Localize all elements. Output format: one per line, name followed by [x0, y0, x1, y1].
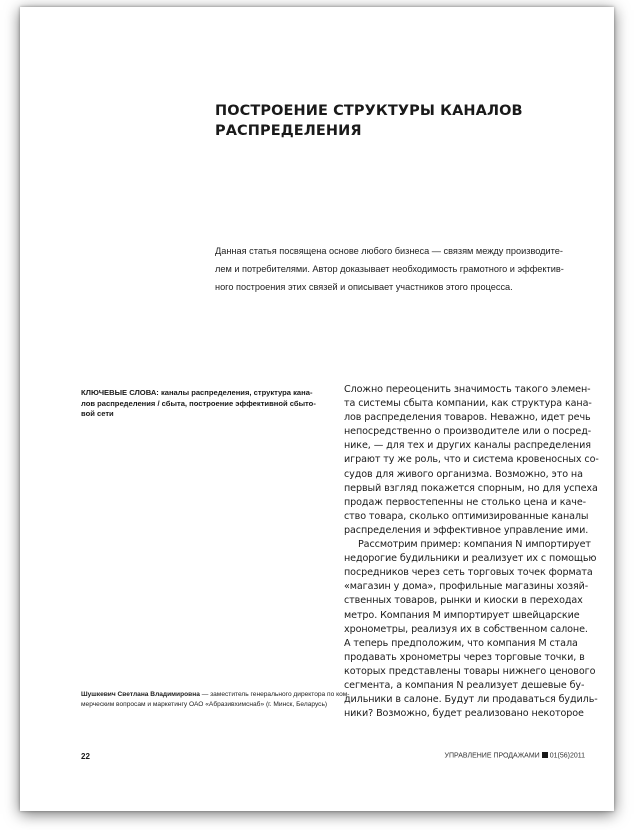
lead-line: лем и потребителями. Автор доказывает необходимость грамотного и эффектив-: [215, 264, 564, 274]
keywords-line: вой сети: [81, 409, 114, 418]
body-line: «магазин у дома», профильные магазины хозяй-: [344, 581, 589, 593]
journal-name: УПРАВЛЕНИЕ ПРОДАЖАМИ: [444, 752, 540, 760]
body-line: Рассмотрим пример: компания N импортирует: [358, 539, 591, 551]
author-line: мерческим вопросам и маркетингу ОАО «Абразивхимснаб» (г. Минск, Беларусь): [81, 701, 328, 708]
lead-line: Данная статья посвящена основе любого бизнеса — связям между производите-: [215, 246, 563, 256]
body-line: распределения и эффективное управление ими.: [344, 524, 589, 536]
author-info: [81, 690, 350, 710]
body-line: та системы сбыта компании, как структура кана-: [344, 398, 592, 410]
author-name: Шушкевич Светлана Владимировна: [81, 691, 200, 698]
author-position: — заместитель генерального директора по ком-: [199, 691, 350, 698]
square-bullet-icon: [542, 752, 548, 758]
magazine-page: [20, 7, 614, 811]
lead-line: ного построения этих связей и описывает участников этого процесса.: [215, 282, 513, 292]
keywords-line: КЛЮЧЕВЫЕ СЛОВА: каналы распределения, структура кана-: [81, 388, 313, 397]
body-line: которых представлены товары нижнего ценового: [344, 665, 596, 677]
body-line: лов распределения товаров. Неважно, идет речь: [344, 412, 591, 424]
body-line: ственных товаров, рынки и киоски в переходах: [344, 595, 583, 607]
body-line: посредников через сеть торговых точек формата: [344, 567, 593, 579]
article-title-line: ПОСТРОЕНИЕ СТРУКТУРЫ КАНАЛОВ: [215, 103, 523, 119]
body-line: первый взгляд покажется спорным, но для успеха: [344, 482, 598, 494]
body-line: ники? Возможно, будет реализовано некоторое: [344, 708, 584, 720]
body-line: А теперь предположим, что компания M стала: [344, 637, 578, 649]
body-line: ство товара, сколько оптимизированные каналы: [344, 510, 589, 522]
article-lead: [215, 242, 590, 296]
article-title-line: РАСПРЕДЕЛЕНИЯ: [215, 123, 362, 139]
body-line: метро. Компания M импортирует швейцарские: [344, 609, 580, 621]
body-line: дильники в салоне. Будут ли продаваться будиль-: [344, 694, 598, 706]
body-line: сегмента, а компания N реализует дешевые бу-: [344, 679, 585, 691]
article-title: [215, 101, 523, 141]
page-number: 22: [81, 752, 90, 761]
article-body: [344, 383, 599, 721]
body-line: нике, — для тех и других каналы распределения: [344, 440, 591, 452]
body-line: непосредственно о производителе или о посред-: [344, 426, 592, 438]
body-line: хронометры, реализуя их в собственном салоне.: [344, 623, 588, 635]
body-line: недорогие будильники и реализует их с помощью: [344, 553, 597, 565]
keywords-line: лов распределения / сбыта, построение эффективной сбыто-: [81, 398, 316, 408]
journal-issue: 01(56)2011: [549, 752, 585, 760]
keywords-block: [81, 388, 321, 420]
body-line: судов для живого организма. Возможно, это на: [344, 468, 583, 480]
body-line: Сложно переоценить значимость такого элемен-: [344, 384, 591, 395]
body-line: продавать хронометры через торговые точки, в: [344, 651, 585, 663]
author-line: [81, 690, 350, 700]
body-line: играют ту же роль, что и система кровеносных со-: [344, 454, 599, 466]
journal-footer: [445, 752, 585, 760]
body-line: продаж первостепенны не столько цена и каче-: [344, 496, 587, 508]
